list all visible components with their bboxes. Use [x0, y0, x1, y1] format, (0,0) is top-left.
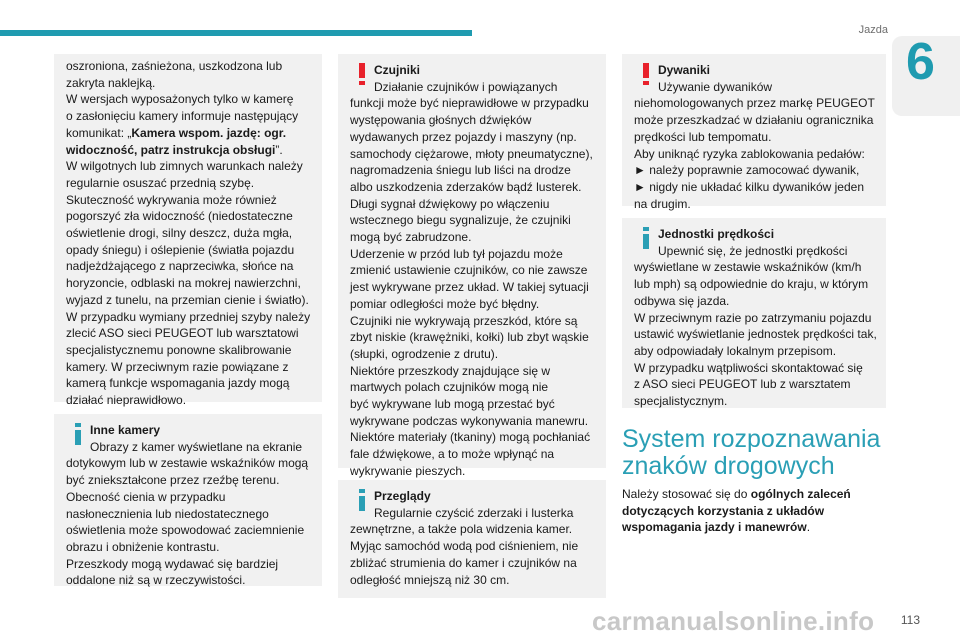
- warning-box-text: [350, 95, 594, 479]
- text-line: nagromadzenia śniegu lub liści na drodze: [350, 163, 571, 178]
- text-line: zewnętrzne, a także pola widzenia kamer.: [350, 522, 573, 537]
- info-box-head: [350, 488, 594, 521]
- text-line: Działanie czujników i powiązanych: [374, 79, 558, 94]
- intro-line-1: Należy stosować się do ogólnych zaleceń: [622, 487, 851, 501]
- text-line: wykrywane podczas wykonywania manewru.: [350, 413, 589, 428]
- text-line: kamerą funkcje wspomagania jazdy mogą: [66, 376, 290, 391]
- text-line: specjalistycznemu ponowne skalibrowanie: [66, 342, 292, 357]
- text-line: Obrazy z kamer wyświetlane na ekranie: [90, 439, 303, 454]
- text-line: Upewnić się, że jednostki prędkości: [658, 243, 848, 258]
- warning-box-title: Dywaniki: [658, 63, 711, 77]
- text-line: o zasłonięciu kamery informuje następujący: [66, 109, 299, 124]
- section-title: [622, 426, 880, 480]
- text-line: prędkości lub tempomatu.: [634, 129, 772, 144]
- camera-message-line-1: komunikat: „Kamera wspom. jazdę: ogr.: [66, 125, 287, 140]
- text-line: być wykrywane lub mogą przestać być: [350, 397, 555, 412]
- text-line: wstecznego biegu sygnalizuje, że czujniki: [350, 213, 571, 228]
- text-line: ► należy poprawnie zamocować dywanik,: [634, 163, 860, 178]
- column-1: [54, 54, 322, 586]
- warning-box-mats: [622, 54, 886, 211]
- text-line: albo uszkodzenia zderzaków bądź lusterek.: [350, 179, 582, 194]
- text-line: z ASO sieci PEUGEOT lub z warsztatem: [634, 377, 851, 392]
- text-line: działać nieprawidłowo.: [66, 393, 187, 408]
- chapter-number: 6: [906, 33, 935, 91]
- text-line: zakryta naklejką.: [66, 75, 156, 90]
- text-line: nasłonecznienia lub niedostatecznego: [66, 506, 269, 521]
- warning-box-head: [634, 62, 874, 95]
- text-line: W przypadku wymiany przedniej szyby należy: [66, 309, 311, 324]
- text-line: (słupki, ogrodzenie z drutu).: [350, 346, 499, 361]
- info-box-text: [350, 521, 594, 588]
- info-box-text: [66, 422, 310, 455]
- info-box-title: Przeglądy: [374, 489, 431, 503]
- text-line: odbywa się jazda.: [634, 293, 730, 308]
- text-line: W przeciwnym razie po zatrzymaniu pojazdu: [634, 310, 872, 325]
- text-line: W wersjach wyposażonych tylko w kamerę: [66, 92, 294, 107]
- warning-box-text: [634, 95, 874, 212]
- text-line: zbyt niskie (krawężniki, kołki) lub zbyt wąskie: [350, 330, 589, 345]
- info-box-maintenance: [338, 480, 606, 598]
- text-line: Aby uniknąć ryzyka zablokowania pedałów:: [634, 146, 865, 161]
- text-line: Myjąc samochód wodą pod ciśnieniem, nie: [350, 539, 579, 554]
- warning-icon: [354, 63, 370, 85]
- intro-line-2: dotyczących korzystania z układów: [622, 503, 825, 518]
- section-title-line: znaków drogowych: [622, 452, 835, 480]
- text-line: W wilgotnych lub zimnych warunkach należy: [66, 159, 303, 174]
- text-line: wyjazd z tunelu, na przemian cienie i światło).: [66, 292, 309, 307]
- text-line: ustawić wyświetlanie jednostek prędkości tak,: [634, 327, 877, 342]
- text-line: wykrywanie pieszych.: [350, 463, 466, 478]
- info-icon: [70, 423, 86, 445]
- info-icon: [354, 489, 370, 511]
- text-line: Skuteczność wykrywania może również: [66, 192, 277, 207]
- text-line: pomiar odległości może być błędny.: [350, 296, 540, 311]
- text-line: występowania głośnych dźwięków: [350, 113, 532, 128]
- info-box-other-cameras: [54, 414, 322, 586]
- text-line: zlecić ASO sieci PEUGEOT lub warsztatowi: [66, 326, 299, 341]
- section-intro: [622, 486, 892, 536]
- column-3: [622, 54, 886, 408]
- text-line: wyświetlane w zestawie wskaźników (km/h: [634, 260, 862, 275]
- text-line: oddalone niż są w rzeczywistości.: [66, 573, 246, 588]
- page-number: 113: [900, 613, 920, 627]
- info-icon: [638, 227, 654, 249]
- section-name: Jazda: [858, 24, 888, 36]
- text-line: Regularnie czyścić zderzaki i lusterka: [374, 505, 574, 520]
- text-line: funkcji może być nieprawidłowe w przypadku: [350, 96, 589, 111]
- text-line: być zniekształcone przez rzeźbę terenu.: [66, 473, 280, 488]
- camera-message-line-2: widoczność, patrz instrukcja obsługi”.: [66, 142, 283, 157]
- text-line: jest wykrywane przez układ. W takiej sytuacji: [350, 280, 589, 295]
- intro-line-3: wspomagania jazdy i manewrów.: [622, 520, 811, 535]
- text-line: martwych polach czujników mogą nie: [350, 380, 549, 395]
- info-box-speed-units: [622, 218, 886, 408]
- warning-box-title: Czujniki: [374, 63, 421, 77]
- column-2: [338, 54, 606, 598]
- info-box-text-cont: [66, 455, 310, 589]
- info-box-title: Inne kamery: [90, 423, 161, 437]
- info-box-head: [634, 226, 874, 259]
- text-line: kamery. W przeciwnym razie powiązane z: [66, 359, 289, 374]
- text-line: samochody ciężarowe, młoty pneumatyczne),: [350, 146, 593, 161]
- header-accent-bar: [0, 30, 472, 36]
- text-line: oświetlenia może spowodować zaciemnienie: [66, 523, 305, 538]
- text-line: oświetlenie drogi, silny deszcz, duża mgła,: [66, 226, 293, 241]
- text-line: Uderzenie w przód lub tył pojazdu może: [350, 246, 563, 261]
- info-box-title: Jednostki prędkości: [658, 227, 775, 241]
- text-line: fale dźwiękowe, a to może wpłynąć na: [350, 447, 555, 462]
- warning-box-sensors: [338, 54, 606, 478]
- text-line: Obecność cienia w przypadku: [66, 489, 226, 504]
- text-line: na drugim.: [634, 196, 691, 211]
- watermark: carmanualsonline.info: [592, 606, 875, 636]
- text-line: specjalistycznym.: [634, 394, 728, 409]
- text-line: W przypadku wątpliwości skontaktować się: [634, 360, 863, 375]
- text-line: wydawanych przez pojazdy i maszyny (np.: [350, 129, 577, 144]
- text-line: regularnie osuszać przednią szybę.: [66, 175, 255, 190]
- text-line: obrazu i obniżenie kontrastu.: [66, 539, 220, 554]
- warning-icon: [638, 63, 654, 85]
- text-line: Niektóre przeszkody znajdujące się w: [350, 363, 551, 378]
- text-line: dotykowym lub w zestawie wskaźników mogą: [66, 456, 309, 471]
- text-line: niehomologowanych przez markę PEUGEOT: [634, 96, 875, 111]
- text-line: Używanie dywaników: [658, 79, 773, 94]
- text-line: pogorszyć zła widoczność (niedostateczne: [66, 209, 293, 224]
- warning-box-head: [350, 62, 594, 95]
- text-line: zmienić ustawienie czujników, co nie zawsze: [350, 263, 588, 278]
- text-line: oszroniona, zaśnieżona, uszkodzona lub: [66, 59, 283, 73]
- section-title-line: System rozpoznawania: [622, 425, 881, 453]
- text-line: zbliżać strumienia do kamer i czujników na: [350, 555, 577, 570]
- text-line: aby odpowiadały lokalnym przepisom.: [634, 343, 837, 358]
- text-line: Niektóre materiały (tkaniny) mogą pochłaniać: [350, 430, 591, 445]
- text-line: ► nigdy nie układać kilku dywaników jeden: [634, 179, 865, 194]
- text-line: lub mph) są odpowiednie do kraju, w którym: [634, 277, 869, 292]
- text-line: Przeszkody mogą wydawać się bardziej: [66, 556, 279, 571]
- text-line: Czujniki nie wykrywają przeszkód, które są: [350, 313, 578, 328]
- text-line: może przeszkadzać w działaniu ogranicznika: [634, 113, 874, 128]
- continued-text-box: [54, 54, 322, 408]
- text-line: Długi sygnał dźwiękowy po włączeniu: [350, 196, 550, 211]
- text-line: mogą być zabrudzone.: [350, 230, 472, 245]
- text-line: odległość mniejszą niż 30 cm.: [350, 572, 510, 587]
- col1-text: [66, 58, 310, 409]
- text-line: nadjeżdżającego z naprzeciwka, słońce na: [66, 259, 294, 274]
- text-line: horyzoncie, odblaski na mokrej nawierzchni,: [66, 276, 301, 291]
- text-line: opady śniegu) i oślepienie (światła pojazdu: [66, 242, 295, 257]
- info-box-text: [634, 259, 877, 409]
